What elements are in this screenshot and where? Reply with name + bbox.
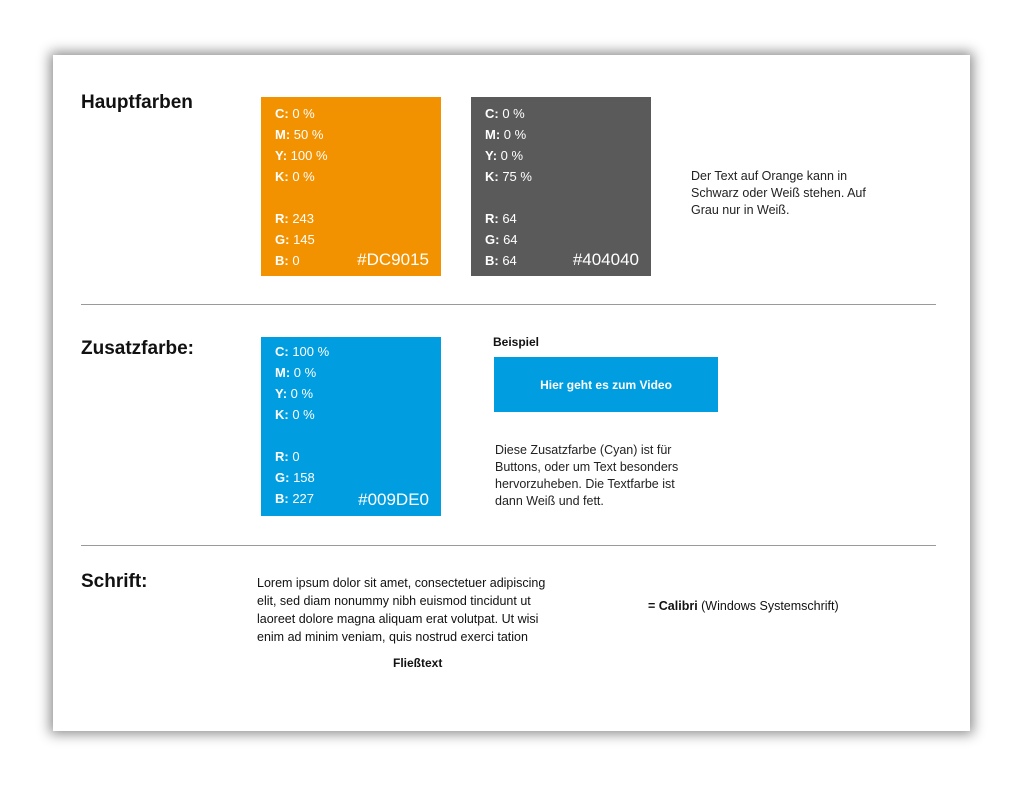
rgb-g: G: 145 (275, 232, 315, 247)
font-sample-text (257, 574, 617, 646)
video-button[interactable]: Hier geht es zum Video (494, 357, 718, 412)
example-label: Beispiel (493, 335, 540, 349)
font-sample-caption: Fließtext (393, 656, 443, 670)
cmyk-y: Y: 0 % (485, 148, 524, 163)
orange-swatch (261, 97, 441, 276)
cmyk-m: M: 0 % (485, 127, 527, 142)
rgb-r: R: 64 (485, 211, 517, 226)
style-guide-sheet (53, 55, 970, 731)
rgb-b: B: 227 (275, 491, 315, 506)
note-line: Der Text auf Orange kann in (691, 169, 848, 183)
sample-line: enim ad minim veniam, quis nostrud exerci tation (257, 630, 528, 644)
rgb-b: B: 64 (485, 253, 517, 268)
rgb-g: G: 158 (275, 470, 315, 485)
note-line: Grau nur in Weiß. (691, 203, 790, 217)
cmyk-c: C: 0 % (485, 106, 525, 121)
cmyk-m: M: 0 % (275, 365, 317, 380)
cmyk-m: M: 50 % (275, 127, 324, 142)
cmyk-k: K: 0 % (275, 407, 315, 422)
rgb-g: G: 64 (485, 232, 518, 247)
sample-line: elit, sed diam nonummy nibh euismod tincidunt ut (257, 594, 531, 608)
gray-swatch (471, 97, 651, 276)
rgb-b: B: 0 (275, 253, 300, 268)
cmyk-y: Y: 0 % (275, 386, 314, 401)
cmyk-c: C: 0 % (275, 106, 315, 121)
main-colors-heading: Hauptfarben (81, 92, 193, 113)
rgb-r: R: 243 (275, 211, 315, 226)
note-line: hervorzuheben. Die Textfarbe ist (495, 477, 675, 491)
section-divider (81, 304, 936, 305)
cmyk-c: C: 100 % (275, 344, 330, 359)
cmyk-y: Y: 100 % (275, 148, 328, 163)
font-name-label (648, 599, 839, 613)
note-line: Schwarz oder Weiß stehen. Auf (691, 186, 866, 200)
font-name-description: (Windows Systemschrift) (697, 599, 839, 613)
cyan-swatch (261, 337, 441, 516)
hex-code: #DC9015 (357, 250, 429, 269)
sample-line: Lorem ipsum dolor sit amet, consectetuer adipiscing (257, 576, 546, 590)
font-name: = Calibri (648, 599, 698, 613)
sample-line: laoreet dolore magna aliquam erat volutpat. Ut wisi (257, 612, 539, 626)
cmyk-k: K: 0 % (275, 169, 315, 184)
note-line: dann Weiß und fett. (495, 494, 604, 508)
note-line: Diese Zusatzfarbe (Cyan) ist für (495, 443, 672, 457)
rgb-r: R: 0 (275, 449, 300, 464)
hex-code: #404040 (572, 250, 639, 269)
cmyk-k: K: 75 % (485, 169, 532, 184)
accent-color-heading: Zusatzfarbe: (81, 338, 194, 359)
main-colors-note (691, 168, 931, 219)
font-heading: Schrift: (81, 571, 148, 592)
hex-code: #009DE0 (358, 490, 429, 509)
accent-color-note (495, 442, 735, 510)
section-divider (81, 545, 936, 546)
note-line: Buttons, oder um Text besonders (495, 460, 679, 474)
